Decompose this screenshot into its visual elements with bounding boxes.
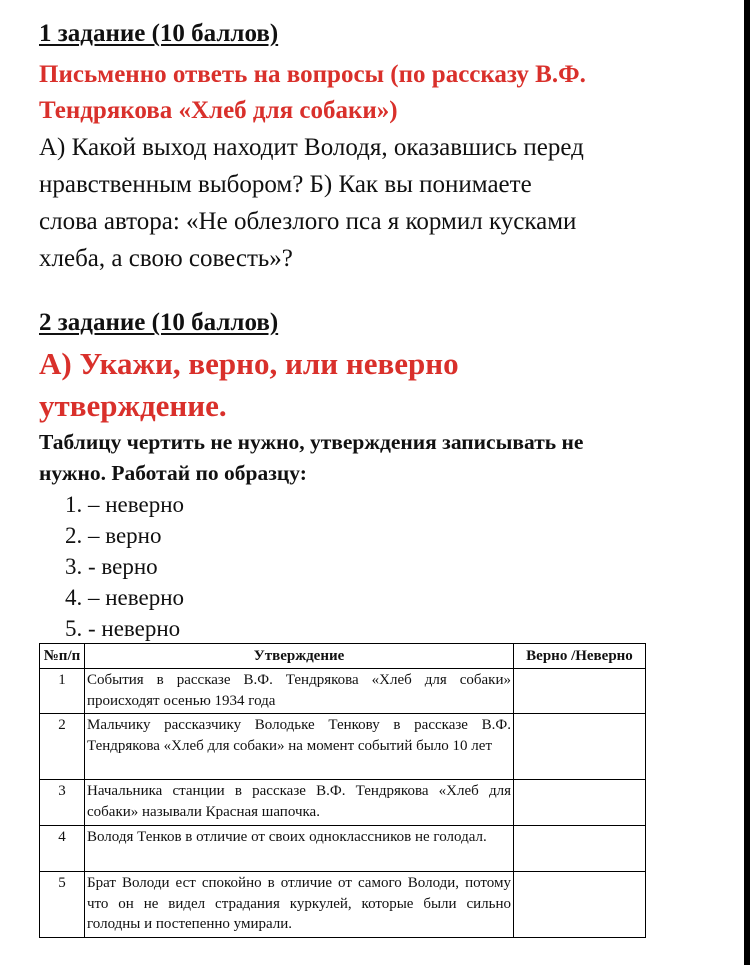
- row-answer-cell: [514, 872, 646, 938]
- table-row: [40, 669, 646, 714]
- column-header-number: №п/п: [40, 644, 85, 669]
- sample-answer-2: 2. – верно: [65, 523, 162, 548]
- task1-question-line-4: хлеба, а свою совесть»?: [39, 245, 293, 272]
- task1-instruction-line-1: Письменно ответь на вопросы (по рассказу В.Ф.: [39, 61, 586, 88]
- page-edge-bar: [744, 0, 750, 965]
- table-row: [40, 826, 646, 872]
- table-row: [40, 780, 646, 826]
- table-row: [40, 872, 646, 938]
- row-answer-cell: [514, 826, 646, 872]
- sample-answer-1: 1. – неверно: [65, 492, 185, 517]
- row-answer-cell: [514, 714, 646, 780]
- statements-table: [39, 643, 646, 938]
- column-header-answer: Верно /Неверно: [514, 644, 646, 669]
- row-answer-cell: [514, 669, 646, 714]
- column-header-statement: Утверждение: [85, 644, 514, 669]
- row-statement: События в рассказе В.Ф. Тендрякова «Хлеб для собаки» происходят осенью 1934 года: [85, 669, 514, 714]
- task2-title-line-1: А) Укажи, верно, или неверно: [39, 346, 459, 381]
- task2-instruction-line-2: нужно. Работай по образцу:: [39, 461, 307, 485]
- row-statement: Брат Володи ест спокойно в отличие от самого Володи, потому что он не видел страдания куркулей, которые были сильно голодны и постепенно умирали.: [85, 872, 514, 938]
- row-statement: Мальчику рассказчику Володьке Тенкову в рассказе В.Ф. Тендрякова «Хлеб для собаки» на момент событий было 10 лет: [85, 714, 514, 780]
- task2-title-line-2: утверждение.: [39, 388, 227, 423]
- sample-answer-5: 5. - неверно: [65, 616, 181, 641]
- task1-heading: 1 задание (10 баллов): [39, 20, 279, 47]
- task2-instruction-line-1: Таблицу чертить не нужно, утверждения записывать не: [39, 430, 584, 454]
- row-number: 2: [40, 714, 85, 780]
- task1-question-line-1: А) Какой выход находит Володя, оказавшись перед: [39, 134, 584, 161]
- task2-heading: 2 задание (10 баллов): [39, 309, 279, 336]
- row-number: 3: [40, 780, 85, 826]
- table-header-row: [40, 644, 646, 669]
- row-statement: Володя Тенков в отличие от своих одноклассников не голодал.: [85, 826, 514, 872]
- table-row: [40, 714, 646, 780]
- row-number: 1: [40, 669, 85, 714]
- task1-instruction-line-2: Тендрякова «Хлеб для собаки»): [39, 97, 398, 124]
- row-answer-cell: [514, 780, 646, 826]
- row-statement: Начальника станции в рассказе В.Ф. Тендрякова «Хлеб для собаки» называли Красная шапочка.: [85, 780, 514, 826]
- task1-question-line-3: слова автора: «Не облезлого пса я кормил кусками: [39, 208, 577, 235]
- row-number: 5: [40, 872, 85, 938]
- row-number: 4: [40, 826, 85, 872]
- sample-answer-4: 4. – неверно: [65, 585, 185, 610]
- task1-question-line-2: нравственным выбором? Б) Как вы понимаете: [39, 171, 532, 198]
- sample-answer-3: 3. - верно: [65, 554, 158, 579]
